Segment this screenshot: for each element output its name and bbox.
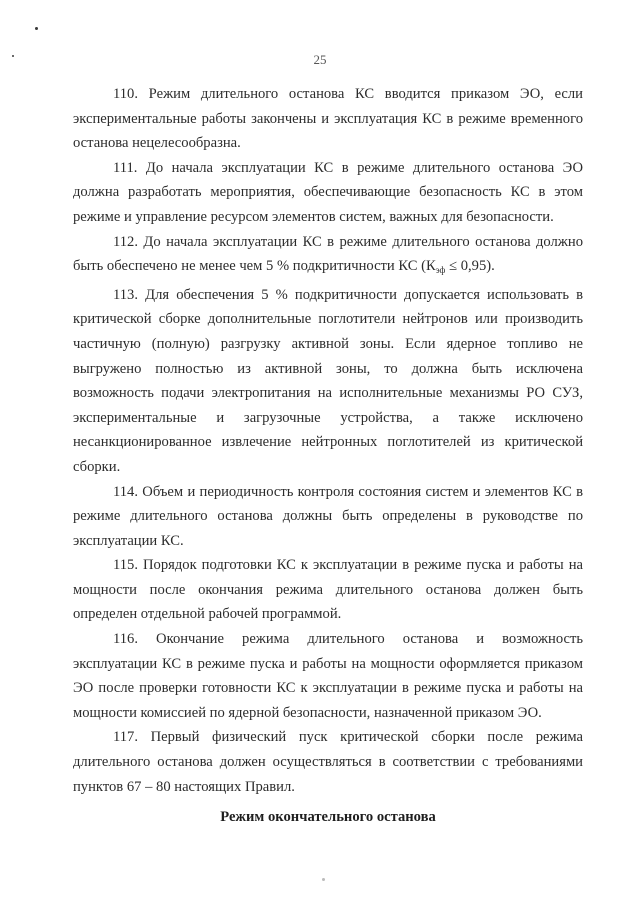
paragraph-115: 115. Порядок подготовки КС к эксплуатации в режиме пуска и работы на мощности после окончания режима длительного останова должен быть определен отдельной рабочей программой.: [73, 557, 583, 623]
paragraph-110: 110. Режим длительного останова КС вводится приказом ЭО, если экспериментальные работы закончены и эксплуатация КС в режиме временного останова нецелесообразна.: [73, 86, 583, 152]
keff-subscript: эф: [435, 265, 446, 276]
document-body: [73, 82, 583, 829]
paragraph-114: 114. Объем и периодичность контроля состояния систем и элементов КС в режиме длительного останова должны быть определены в руководстве по эксплуатации КС.: [73, 483, 583, 549]
scan-speck: [35, 27, 38, 30]
paragraph-111: 111. До начала эксплуатации КС в режиме длительного останова ЭО должна разработать мероприятия, обеспечивающие безопасность КС в этом режиме и управление ресурсом элементов систем, важных для безопасности.: [73, 159, 583, 225]
section-heading: Режим окончательного останова: [220, 809, 436, 826]
paragraph-112: [73, 230, 583, 283]
paragraph-117: 117. Первый физический пуск критической сборки после режима длительного останова должен осуществляться в соответствии с требованиями пунктов 67 – 80 настоящих Правил.: [73, 729, 583, 795]
paragraph-112-tail: ≤ 0,95).: [445, 258, 495, 275]
page-number: 25: [313, 52, 327, 67]
paragraph-113: 113. Для обеспечения 5 % подкритичности допускается использовать в критической сборке дополнительные поглотители нейтронов или производить частичную (полную) разгрузку активной зоны. Если ядерное топливо не выгружено полностью из активной зоны, то должна быть исключена возможность подачи электропитания на исполнительные механизмы РО СУЗ, экспериментальные и загрузочные устройства, а также исключено несанкционированное извлечение нейтронных поглотителей из критической сборки.: [73, 286, 583, 475]
paragraph-112-text: 112. До начала эксплуатации КС в режиме длительного останова должно быть обеспечено не менее чем 5 % подкритичности КС (К: [73, 233, 583, 275]
paragraph-116: 116. Окончание режима длительного останова и возможность эксплуатации КС в режиме пуска и работы на мощности оформляется приказом ЭО после проверки готовности КС к эксплуатации в режиме пуска и работы на мощности комиссией по ядерной безопасности, назначенной приказом ЭО.: [73, 631, 583, 721]
scan-speck: [322, 878, 325, 881]
